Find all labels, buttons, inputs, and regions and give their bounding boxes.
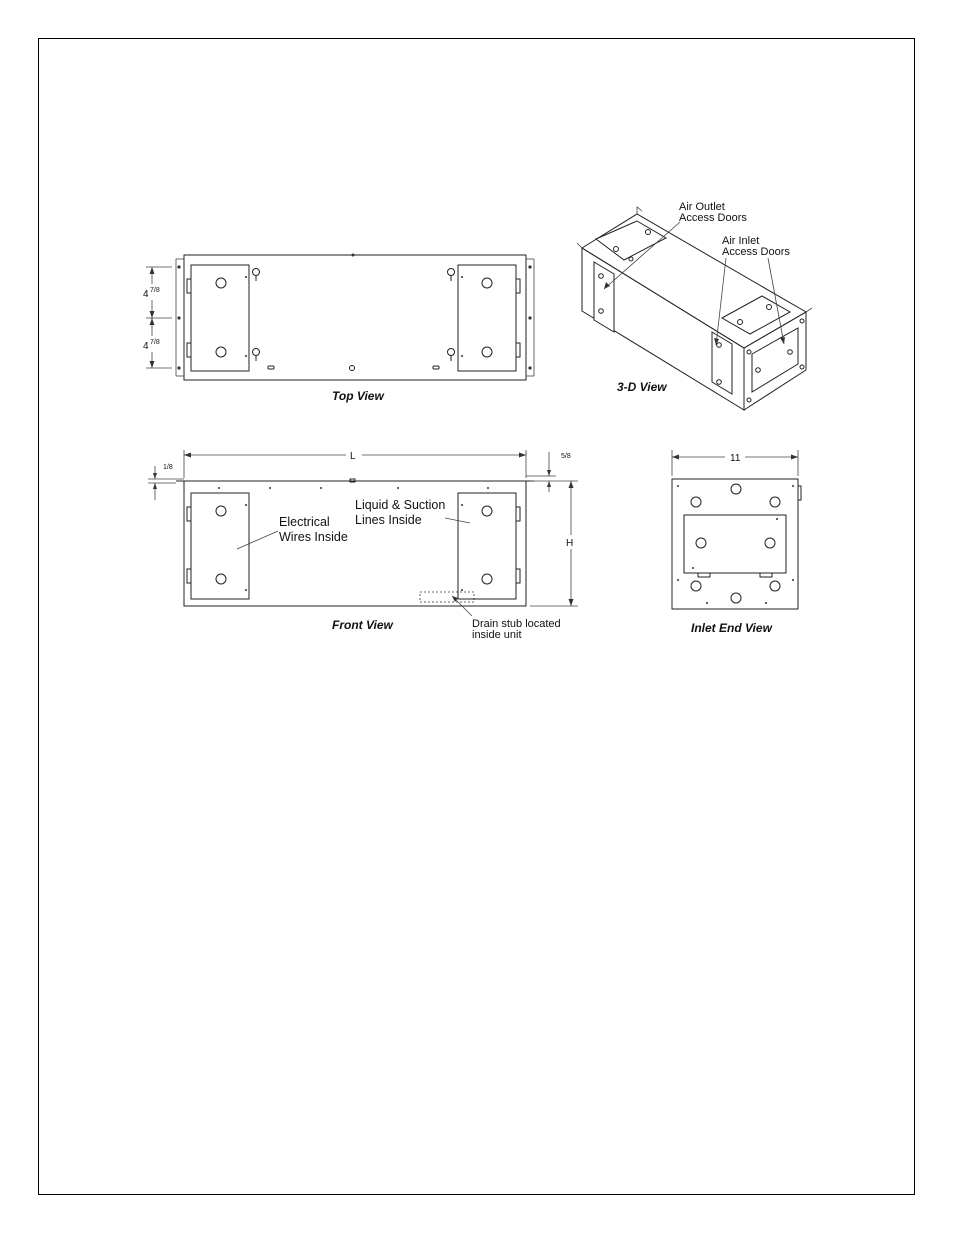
drain-stub-label-2: inside unit bbox=[472, 629, 522, 641]
dim-height-label: H bbox=[566, 538, 574, 549]
electrical-label-2: Wires Inside bbox=[279, 530, 348, 544]
three-d-outlet-door bbox=[596, 221, 666, 260]
top-view-caption: Top View bbox=[332, 389, 384, 403]
front-view bbox=[148, 448, 579, 641]
three-d-side-door bbox=[594, 262, 614, 332]
three-d-end-panel bbox=[752, 328, 798, 392]
three-d-view bbox=[577, 201, 812, 410]
dim-length-label: L bbox=[350, 451, 356, 462]
drain-stub-label: Drain stub located bbox=[472, 618, 561, 630]
dim-width-label: 11 bbox=[730, 453, 741, 464]
front-dim-height bbox=[530, 481, 579, 606]
top-dim-upper-fraction: 7/8 bbox=[150, 287, 160, 294]
air-outlet-label: Air Outlet bbox=[679, 201, 725, 213]
front-dim-left-offset bbox=[148, 464, 184, 500]
top-dim-lower-whole: 4 bbox=[143, 341, 149, 352]
air-outlet-label-2: Access Doors bbox=[679, 212, 747, 224]
liquid-suction-label: Liquid & Suction bbox=[355, 498, 446, 512]
top-dim-upper-whole: 4 bbox=[143, 289, 149, 300]
liquid-suction-label-2: Lines Inside bbox=[355, 513, 422, 527]
front-dim-right-offset bbox=[526, 452, 571, 492]
air-inlet-label-2: Access Doors bbox=[722, 246, 790, 258]
three-d-inlet-top-door bbox=[722, 296, 790, 334]
inlet-dim-width bbox=[672, 450, 798, 476]
dim-left-fraction: 1/8 bbox=[163, 464, 173, 471]
top-view-dimension bbox=[141, 267, 172, 368]
front-view-caption: Front View bbox=[332, 618, 393, 632]
inlet-end-view bbox=[672, 450, 801, 635]
electrical-label: Electrical bbox=[279, 515, 330, 529]
inlet-end-view-caption: Inlet End View bbox=[691, 621, 772, 635]
top-view bbox=[141, 254, 534, 404]
inlet-leader-line-1 bbox=[716, 258, 726, 345]
top-dim-lower-fraction: 7/8 bbox=[150, 339, 160, 346]
front-dim-length bbox=[184, 448, 526, 478]
air-inlet-label: Air Inlet bbox=[722, 235, 760, 247]
three-d-view-caption: 3-D View bbox=[617, 380, 667, 394]
keyhole-slot-icon bbox=[253, 269, 455, 362]
dim-right-fraction: 5/8 bbox=[561, 453, 571, 460]
